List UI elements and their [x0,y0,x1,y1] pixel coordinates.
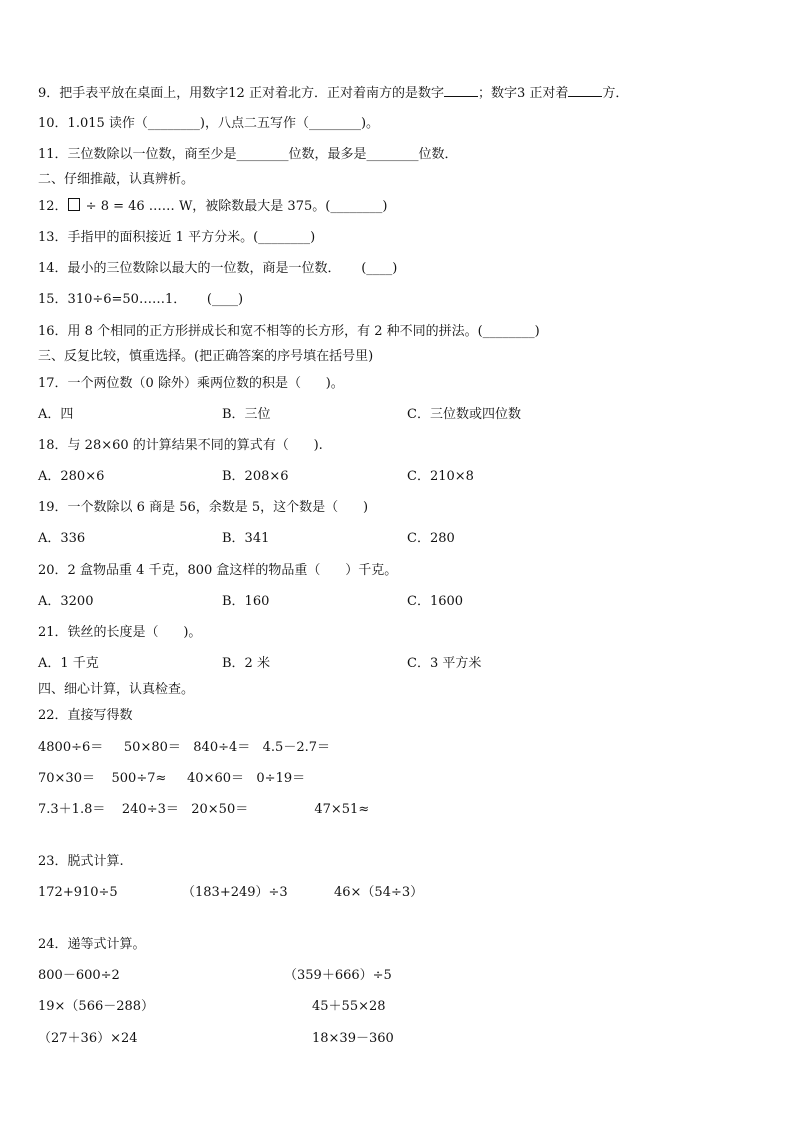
question-12: 12． ÷ 8 = 46 …… W，被除数最大是 375。(________) [38,199,388,214]
question-16: 16．用 8 个相同的正方形拼成长和宽不相等的长方形，有 2 种不同的拼法。(________) [38,324,540,339]
section-2-heading: 二、仔细推敲，认真辨析。 [38,172,195,187]
option-a[interactable]: A．四 [38,407,74,422]
question-13: 13．手指甲的面积接近 1 平方分米。(________) [38,230,316,245]
option-b[interactable]: B．341 [222,531,270,546]
question-11: 11．三位数除以一位数，商至少是________位数，最多是________位数． [38,147,458,162]
question-22-title: 22．直接写得数 [38,708,133,723]
option-c[interactable]: C．三位数或四位数 [407,407,521,422]
option-a[interactable]: A．280×6 [38,469,105,484]
question-20: 20．2 盒物品重 4 千克，800 盒这样的物品重（ ）千克。 [38,563,398,578]
option-b[interactable]: B．160 [222,594,270,609]
square-placeholder-icon [68,198,80,211]
option-b[interactable]: B．三位 [222,407,271,422]
calculation-item: （27＋36）×24 [38,1031,138,1046]
option-c[interactable]: C．280 [407,531,455,546]
answer-blank[interactable] [444,84,478,97]
mental-math-row: 7.3＋1.8＝ 240÷3＝ 20×50＝ 47×51≈ [38,802,370,817]
section-4-heading: 四、细心计算，认真检查。 [38,682,195,697]
calculation-item: 19×（566－288） [38,999,155,1014]
answer-blank[interactable] [568,84,602,97]
question-15: 15．310÷6=50……1． (____) [38,292,244,307]
option-b[interactable]: B．2 米 [222,656,270,671]
calculation-item: 800－600÷2 [38,968,120,983]
option-c[interactable]: C．210×8 [407,469,474,484]
question-18: 18．与 28×60 的计算结果不同的算式有（ ). [38,438,323,453]
question-24-title: 24．递等式计算。 [38,937,146,952]
question-9: 9．把手表平放在桌面上，用数字12 正对着北方．正对着南方的是数字 ；数字3 正对着 方． [38,86,629,101]
calculation-item: （183+249）÷3 [182,885,288,900]
calculation-item: 45＋55×28 [312,999,386,1014]
section-3-heading: 三、反复比较，慎重选择。(把正确答案的序号填在括号里) [38,349,374,364]
question-19: 19．一个数除以 6 商是 56，余数是 5，这个数是（ ) [38,500,369,515]
option-c[interactable]: C．1600 [407,594,464,609]
calculation-item: 18×39－360 [312,1031,394,1046]
mental-math-row: 70×30＝ 500÷7≈ 40×60＝ 0÷19＝ [38,771,306,786]
option-c[interactable]: C．3 平方米 [407,656,482,671]
option-a[interactable]: A．336 [38,531,86,546]
calculation-item: （359＋666）÷5 [284,968,392,983]
question-23-title: 23．脱式计算. [38,854,124,869]
option-a[interactable]: A．3200 [38,594,94,609]
calculation-item: 46×（54÷3） [334,885,424,900]
mental-math-row: 4800÷6＝ 50×80＝ 840÷4＝ 4.5－2.7＝ [38,740,331,755]
calculation-item: 172+910÷5 [38,885,118,900]
question-10: 10．1.015 读作（________)，八点二五写作（________)。 [38,116,380,131]
question-17: 17．一个两位数（0 除外）乘两位数的积是（ )。 [38,376,344,391]
option-b[interactable]: B．208×6 [222,469,289,484]
option-a[interactable]: A．1 千克 [38,656,99,671]
question-21: 21．铁丝的长度是（ )。 [38,625,202,640]
question-14: 14．最小的三位数除以最大的一位数，商是一位数． (____) [38,261,398,276]
